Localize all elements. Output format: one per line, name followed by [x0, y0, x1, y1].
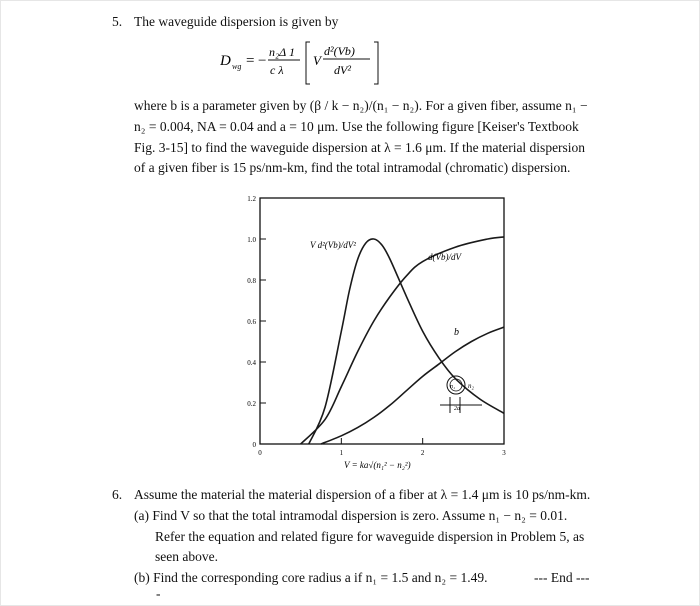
eq-lhs-sub: wg: [232, 62, 242, 71]
x-axis-label: V = ka√(n₁² − n₂²): [344, 460, 411, 470]
eq-equals: =: [246, 53, 255, 69]
y-tick-label: 0.4: [247, 359, 256, 367]
x-tick-label: 0: [258, 449, 262, 457]
x-tick-label: 1: [339, 449, 344, 457]
eq-minus: −: [258, 53, 267, 69]
problem-5-text-line-2: n₂ = 0.004, NA = 0.04 and a = 10 μm. Use the following figure [Keiser's Textbook: [134, 119, 579, 134]
inset-2a: 2a: [454, 406, 460, 412]
eq-deriv-num: d²(Vb): [324, 44, 355, 58]
problem-6-text: Assume the material the material dispersion of a fiber at λ = 1.4 μm is 10 ps/nm-km.: [134, 487, 591, 502]
x-tick-label: 2: [420, 449, 425, 457]
y-tick-label: 1.2: [247, 195, 256, 203]
end-marker: --- End ---: [534, 570, 590, 585]
annotation-first-derivative: d(Vb)/dV: [428, 252, 461, 262]
eq-deriv-den: dV²: [334, 63, 351, 77]
problem-5-number: 5.: [112, 14, 123, 29]
trailing-dash: -: [156, 586, 161, 601]
y-tick-label: 0.6: [247, 318, 256, 326]
annotation-second-derivative: V d²(Vb)/dV²: [310, 240, 356, 250]
dispersion-chart: [232, 188, 522, 478]
inset-n1: n₁: [450, 384, 456, 390]
problem-6a-line-2: Refer the equation and related figure for waveguide dispersion in Problem 5, as: [155, 529, 585, 544]
inset-n2: n₂: [468, 382, 474, 390]
plot-frame: [260, 198, 504, 444]
problem-6a-line-1: (a) Find V so that the total intramodal dispersion is zero. Assume n₁ − n₂ = 0.01.: [134, 508, 568, 523]
problem-5-text-line-4: of a given fiber is 15 ps/nm-km, find the total intramodal (chromatic) dispersion.: [134, 160, 571, 175]
y-tick-label: 0.2: [247, 400, 256, 408]
problem-5-text-line-1: where b is a parameter given by (β / k − n₂)/(n₁ − n₂). For a given fiber, assume n₁ −: [134, 98, 588, 113]
y-tick-label: 0: [252, 441, 256, 449]
eq-num: n₂Δ 1: [269, 45, 295, 59]
problem-5-text-line-3: Fig. 3-15] to find the waveguide dispersion at λ = 1.6 μm. If the material dispersion: [134, 140, 586, 155]
problem-6b-line: (b) Find the corresponding core radius a if n₁ = 1.5 and n₂ = 1.49.: [134, 570, 488, 585]
eq-den: c λ: [270, 63, 284, 77]
curve-0: [309, 239, 504, 444]
waveguide-dispersion-equation: [220, 38, 400, 90]
y-tick-label: 1.0: [247, 236, 256, 244]
problem-6-number: 6.: [112, 487, 123, 502]
problem-6a-line-3: seen above.: [155, 549, 218, 564]
problem-5-title: The waveguide dispersion is given by: [134, 14, 339, 29]
y-tick-label: 0.8: [247, 277, 256, 285]
eq-v-factor: V: [313, 53, 321, 68]
fiber-inset-icon: [440, 376, 482, 413]
x-tick-label: 3: [502, 449, 506, 457]
eq-lhs: D: [220, 53, 231, 69]
curve-2: [321, 327, 504, 444]
waveguide-dispersion-figure: [232, 188, 522, 478]
annotation-b: b: [454, 327, 459, 338]
